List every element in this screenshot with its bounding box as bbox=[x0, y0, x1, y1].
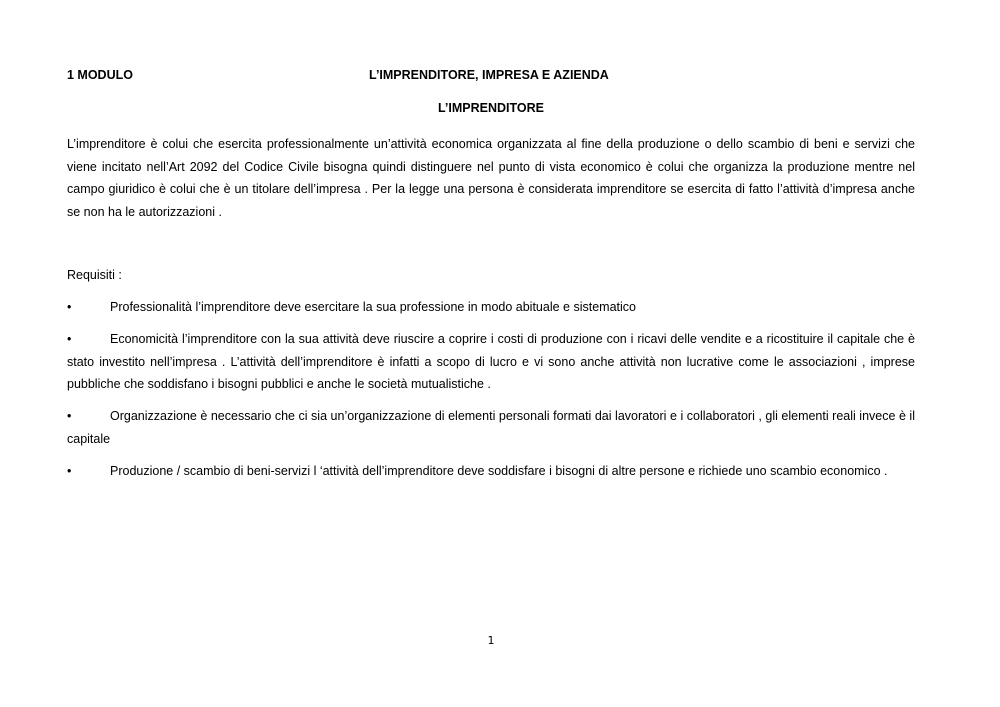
requirement-item-economicita bbox=[67, 328, 915, 396]
requirement-item-professionalita bbox=[67, 296, 915, 319]
requirement-item-organizzazione bbox=[67, 405, 915, 450]
requirement-item-produzione bbox=[67, 460, 915, 483]
requirements-label: Requisiti : bbox=[67, 268, 122, 282]
requirement-text: Produzione / scambio di beni-servizi l ‘attività dell’imprenditore deve soddisfare i bisogni di altre persone e richiede uno scambio economico . bbox=[110, 464, 888, 478]
section-title: L’IMPRENDITORE bbox=[437, 101, 545, 115]
intro-paragraph: L’imprenditore è colui che esercita professionalmente un’attività economica organizzata al fine della produzione o dello scambio di beni e servizi che viene incitato nell’Art 2092 del Codice Civile bisogna quindi distinguere nel punto di vista economico è colui che organizza la produzione mentre nel campo giuridico è colui che è un titolare dell’impresa . Per la legge una persona è considerata imprenditore se esercita di fatto l’attività d’impresa anche se non ha le autorizzazioni . bbox=[67, 137, 915, 219]
document-title: L’IMPRENDITORE, IMPRESA E AZIENDA bbox=[369, 68, 609, 82]
bullet-icon: • bbox=[67, 332, 72, 346]
requirement-text: Economicità l’imprenditore con la sua attività deve riuscire a coprire i costi di produzione con i ricavi delle vendite e a ricostituire il capitale che è stato investito nell’impresa . L’attività dell’imprenditore è infatti a scopo di lucro e vi sono anche attività non lucrative come le associazioni , imprese pubbliche che soddisfano i bisogni pubblici e anche le società mutualistiche . bbox=[67, 332, 915, 391]
document-header bbox=[67, 68, 915, 86]
bullet-icon: • bbox=[67, 300, 72, 314]
bullet-icon: • bbox=[67, 464, 72, 478]
bullet-icon: • bbox=[67, 409, 72, 423]
page-number: 1 bbox=[487, 634, 495, 647]
requirement-text: Organizzazione è necessario che ci sia un’organizzazione di elementi personali formati dai lavoratori e i collaboratori , gli elementi reali invece è il capitale bbox=[67, 409, 915, 446]
requirement-text: Professionalità l’imprenditore deve esercitare la sua professione in modo abituale e sistematico bbox=[110, 300, 636, 314]
module-label: 1 MODULO bbox=[67, 68, 133, 82]
